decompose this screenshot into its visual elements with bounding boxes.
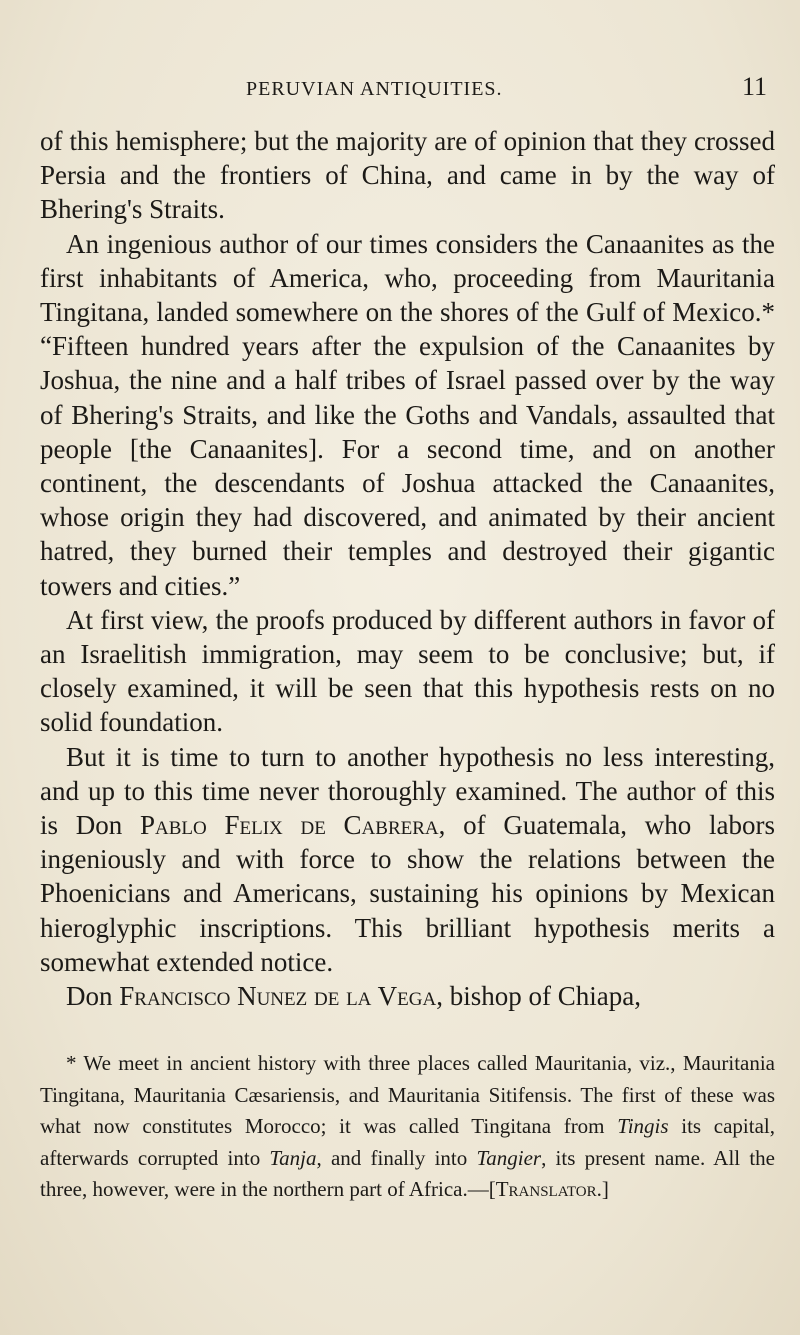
paragraph-4-end: , of Guatemala, who labors ingeniously and with force to show the relations between the Phoenicians and Americans, sustaining his opinions by Mexican hieroglyphic inscriptions. This brilliant hypothesis merits a somewhat extended notice. bbox=[40, 810, 775, 977]
paragraph-4 bbox=[40, 740, 775, 979]
footnote-translator: Translator bbox=[495, 1177, 597, 1201]
author-name-cabrera: Pablo Felix de Cabrera bbox=[139, 810, 439, 841]
footnote-text-3: , and finally into bbox=[316, 1145, 477, 1170]
footnote-tingis: Tingis bbox=[617, 1114, 669, 1138]
footnote-tangier: Tangier bbox=[476, 1145, 542, 1170]
footnote bbox=[40, 1048, 775, 1206]
paragraph-5-end: , bishop of Chiapa, bbox=[436, 981, 641, 1012]
footnotes bbox=[40, 1048, 775, 1206]
main-text bbox=[40, 124, 775, 1013]
page-number: 11 bbox=[742, 72, 768, 101]
paragraph-4-start: But it is time to turn to another hypothesis no less interesting, and up to this time never thoroughly examined. The author of this is Don bbox=[40, 741, 775, 841]
paragraph-5-start: Don bbox=[66, 981, 120, 1012]
paragraph-5 bbox=[40, 979, 775, 1013]
footnote-text-1: * We meet in ancient history with three places called Mauritania, viz., Mauritania Tingitana, Mauritania Cæsariensis, and Mauritania Sitifensis. The first of these was what now constitutes Morocco; it was called Tingitana from bbox=[40, 1051, 775, 1138]
footnote-text-2: its capital, afterwards corrupted into bbox=[40, 1114, 775, 1170]
footnote-text-4: , its present name. All the three, however, were in the northern part of Africa.—[ bbox=[40, 1145, 775, 1201]
running-head bbox=[0, 72, 800, 112]
footnote-close: .] bbox=[596, 1177, 609, 1201]
running-title: PERUVIAN ANTIQUITIES. bbox=[246, 78, 503, 100]
author-name-vega: Francisco Nunez de la Vega bbox=[119, 981, 437, 1012]
paragraph-2: An ingenious author of our times considers the Canaanites as the first inhabitants of America, who, proceeding from Mauritania Tingitana, landed somewhere on the shores of the Gulf of Mexico.* “Fifteen hundred years after the expulsion of the Canaanites by Joshua, the nine and a half tribes of Israel passed over by the way of Bhering's Straits, and like the Goths and Vandals, assaulted that people [the Canaanites]. For a second time, and on another continent, the descendants of Joshua attacked the Canaanites, whose origin they had discovered, and animated by their ancient hatred, they burned their temples and destroyed their gigantic towers and cities.” bbox=[40, 228, 775, 601]
footnote-tanja: Tanja bbox=[269, 1145, 317, 1170]
paragraph-3: At first view, the proofs produced by different authors in favor of an Israelitish immigration, may seem to be conclusive; but, if closely examined, it will be seen that this hypothesis rests on no solid foundation. bbox=[40, 604, 775, 738]
paragraph-1: of this hemisphere; but the majority are of opinion that they crossed Persia and the frontiers of China, and came in by the way of Bhering's Straits. bbox=[40, 126, 775, 225]
